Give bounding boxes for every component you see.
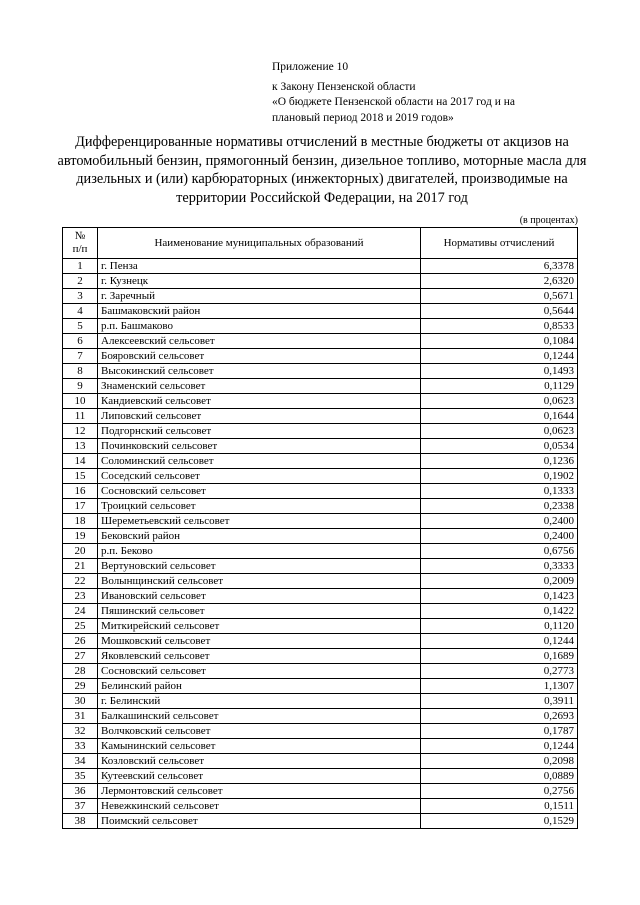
appendix-law-title-1: «О бюджете Пензенской области на 2017 год и на — [272, 96, 515, 108]
header-value: Нормативы отчислений — [421, 228, 578, 259]
table-row — [63, 619, 578, 634]
row-norm-value: 0,2773 — [421, 664, 578, 679]
table-row — [63, 499, 578, 514]
table-row — [63, 514, 578, 529]
row-norm-value: 6,3378 — [421, 259, 578, 274]
document-title: Дифференцированные нормативы отчислений в местные бюджеты от акцизов на автомобильный бензин, прямогонный бензин, дизельное топливо, моторные масла для дизельных и (или) карбюраторных (инжекторных) двигателей, производимые на территории Российской Федерации, на 2017 год — [57, 134, 587, 206]
row-norm-value: 0,1236 — [421, 454, 578, 469]
row-norm-value: 1,1307 — [421, 679, 578, 694]
row-norm-value: 0,8533 — [421, 319, 578, 334]
row-norm-value: 0,3333 — [421, 559, 578, 574]
table-row — [63, 529, 578, 544]
row-municipality: Кутеевский сельсовет — [98, 769, 421, 784]
row-norm-value: 0,0623 — [421, 424, 578, 439]
table-row — [63, 394, 578, 409]
table-row — [63, 439, 578, 454]
table-row — [63, 679, 578, 694]
row-norm-value: 0,1902 — [421, 469, 578, 484]
row-municipality: г. Белинский — [98, 694, 421, 709]
row-norm-value: 0,1423 — [421, 589, 578, 604]
row-municipality: Миткирейский сельсовет — [98, 619, 421, 634]
table-row — [63, 319, 578, 334]
row-number: 25 — [63, 619, 98, 634]
row-municipality: Троицкий сельсовет — [98, 499, 421, 514]
table-row — [63, 574, 578, 589]
row-number: 9 — [63, 379, 98, 394]
table-row — [63, 739, 578, 754]
row-norm-value: 0,1422 — [421, 604, 578, 619]
table-row — [63, 454, 578, 469]
row-number: 8 — [63, 364, 98, 379]
row-municipality: Лермонтовский сельсовет — [98, 784, 421, 799]
table-row — [63, 589, 578, 604]
row-municipality: Кандиевский сельсовет — [98, 394, 421, 409]
row-norm-value: 0,1644 — [421, 409, 578, 424]
row-number: 31 — [63, 709, 98, 724]
row-number: 24 — [63, 604, 98, 619]
row-number: 20 — [63, 544, 98, 559]
table-row — [63, 784, 578, 799]
table-row — [63, 364, 578, 379]
row-norm-value: 0,1511 — [421, 799, 578, 814]
table-row — [63, 694, 578, 709]
row-municipality: Липовский сельсовет — [98, 409, 421, 424]
norms-table — [62, 227, 578, 829]
row-norm-value: 0,2693 — [421, 709, 578, 724]
row-number: 6 — [63, 334, 98, 349]
table-row — [63, 379, 578, 394]
row-municipality: г. Кузнецк — [98, 274, 421, 289]
row-norm-value: 0,0623 — [421, 394, 578, 409]
row-norm-value: 0,1244 — [421, 634, 578, 649]
row-number: 11 — [63, 409, 98, 424]
row-municipality: Вертуновский сельсовет — [98, 559, 421, 574]
row-norm-value: 0,1787 — [421, 724, 578, 739]
row-number: 29 — [63, 679, 98, 694]
row-municipality: Белинский район — [98, 679, 421, 694]
table-row — [63, 814, 578, 829]
row-number: 33 — [63, 739, 98, 754]
row-municipality: р.п. Башмаково — [98, 319, 421, 334]
table-row — [63, 649, 578, 664]
table-row — [63, 289, 578, 304]
row-norm-value: 0,1244 — [421, 739, 578, 754]
row-municipality: г. Пенза — [98, 259, 421, 274]
row-number: 32 — [63, 724, 98, 739]
header-name: Наименование муниципальных образований — [98, 228, 421, 259]
row-norm-value: 0,1129 — [421, 379, 578, 394]
row-norm-value: 0,1689 — [421, 649, 578, 664]
row-norm-value: 0,1244 — [421, 349, 578, 364]
row-number: 22 — [63, 574, 98, 589]
row-norm-value: 0,2400 — [421, 529, 578, 544]
table-row — [63, 604, 578, 619]
table-row — [63, 274, 578, 289]
row-norm-value: 0,5671 — [421, 289, 578, 304]
row-number: 18 — [63, 514, 98, 529]
row-number: 35 — [63, 769, 98, 784]
row-municipality: Сосновский сельсовет — [98, 484, 421, 499]
table-header-row — [63, 228, 578, 259]
row-number: 17 — [63, 499, 98, 514]
row-number: 5 — [63, 319, 98, 334]
row-municipality: Знаменский сельсовет — [98, 379, 421, 394]
row-norm-value: 2,6320 — [421, 274, 578, 289]
row-municipality: Сосновский сельсовет — [98, 664, 421, 679]
row-municipality: Волынщинский сельсовет — [98, 574, 421, 589]
row-number: 27 — [63, 649, 98, 664]
row-number: 26 — [63, 634, 98, 649]
row-number: 30 — [63, 694, 98, 709]
row-municipality: Высокинский сельсовет — [98, 364, 421, 379]
table-row — [63, 799, 578, 814]
table-row — [63, 259, 578, 274]
row-municipality: Невежкинский сельсовет — [98, 799, 421, 814]
header-num — [63, 228, 98, 259]
row-municipality: Пяшинский сельсовет — [98, 604, 421, 619]
row-number: 37 — [63, 799, 98, 814]
row-norm-value: 0,5644 — [421, 304, 578, 319]
row-municipality: Балкашинский сельсовет — [98, 709, 421, 724]
row-number: 19 — [63, 529, 98, 544]
row-municipality: Бековский район — [98, 529, 421, 544]
row-number: 12 — [63, 424, 98, 439]
table-row — [63, 559, 578, 574]
row-number: 1 — [63, 259, 98, 274]
row-number: 34 — [63, 754, 98, 769]
row-municipality: Починковский сельсовет — [98, 439, 421, 454]
row-municipality: г. Заречный — [98, 289, 421, 304]
header-num-line1: № — [74, 230, 86, 242]
appendix-law-ref: к Закону Пензенской области — [272, 80, 416, 93]
row-norm-value: 0,1529 — [421, 814, 578, 829]
row-norm-value: 0,2756 — [421, 784, 578, 799]
table-row — [63, 484, 578, 499]
header-num-line2: п/п — [72, 243, 88, 255]
appendix-header — [272, 60, 515, 126]
table-row — [63, 664, 578, 679]
row-norm-value: 0,2400 — [421, 514, 578, 529]
table-row — [63, 709, 578, 724]
row-norm-value: 0,1493 — [421, 364, 578, 379]
row-number: 16 — [63, 484, 98, 499]
row-municipality: Козловский сельсовет — [98, 754, 421, 769]
row-number: 10 — [63, 394, 98, 409]
row-municipality: Шереметьевский сельсовет — [98, 514, 421, 529]
row-number: 21 — [63, 559, 98, 574]
table-row — [63, 769, 578, 784]
row-municipality: Волчковский сельсовет — [98, 724, 421, 739]
row-norm-value: 0,0889 — [421, 769, 578, 784]
row-municipality: Яковлевский сельсовет — [98, 649, 421, 664]
table-row — [63, 469, 578, 484]
row-municipality: Ивановский сельсовет — [98, 589, 421, 604]
table-row — [63, 424, 578, 439]
appendix-law-title-2: плановый период 2018 и 2019 годов» — [272, 111, 454, 124]
row-number: 4 — [63, 304, 98, 319]
row-number: 36 — [63, 784, 98, 799]
row-municipality: Соломинский сельсовет — [98, 454, 421, 469]
row-norm-value: 0,1084 — [421, 334, 578, 349]
row-number: 38 — [63, 814, 98, 829]
row-municipality: Алексеевский сельсовет — [98, 334, 421, 349]
table-row — [63, 754, 578, 769]
row-norm-value: 0,0534 — [421, 439, 578, 454]
row-number: 2 — [63, 274, 98, 289]
table-row — [63, 634, 578, 649]
row-municipality: Соседский сельсовет — [98, 469, 421, 484]
row-norm-value: 0,2009 — [421, 574, 578, 589]
table-row — [63, 304, 578, 319]
row-municipality: Башмаковский район — [98, 304, 421, 319]
row-municipality: Поимский сельсовет — [98, 814, 421, 829]
row-number: 13 — [63, 439, 98, 454]
appendix-number: Приложение 10 — [272, 61, 349, 73]
row-norm-value: 0,6756 — [421, 544, 578, 559]
row-norm-value: 0,3911 — [421, 694, 578, 709]
table-row — [63, 334, 578, 349]
row-norm-value: 0,1333 — [421, 484, 578, 499]
row-norm-value: 0,1120 — [421, 619, 578, 634]
row-norm-value: 0,2338 — [421, 499, 578, 514]
table-row — [63, 544, 578, 559]
row-municipality: Бояровский сельсовет — [98, 349, 421, 364]
row-number: 14 — [63, 454, 98, 469]
row-number: 3 — [63, 289, 98, 304]
row-number: 15 — [63, 469, 98, 484]
row-municipality: Подгорнский сельсовет — [98, 424, 421, 439]
row-number: 28 — [63, 664, 98, 679]
table-body — [63, 259, 578, 829]
row-number: 23 — [63, 589, 98, 604]
table-row — [63, 724, 578, 739]
row-norm-value: 0,2098 — [421, 754, 578, 769]
row-municipality: р.п. Беково — [98, 544, 421, 559]
table-row — [63, 409, 578, 424]
row-municipality: Камынинский сельсовет — [98, 739, 421, 754]
table-row — [63, 349, 578, 364]
unit-note: (в процентах) — [519, 215, 578, 226]
row-number: 7 — [63, 349, 98, 364]
row-municipality: Мошковский сельсовет — [98, 634, 421, 649]
